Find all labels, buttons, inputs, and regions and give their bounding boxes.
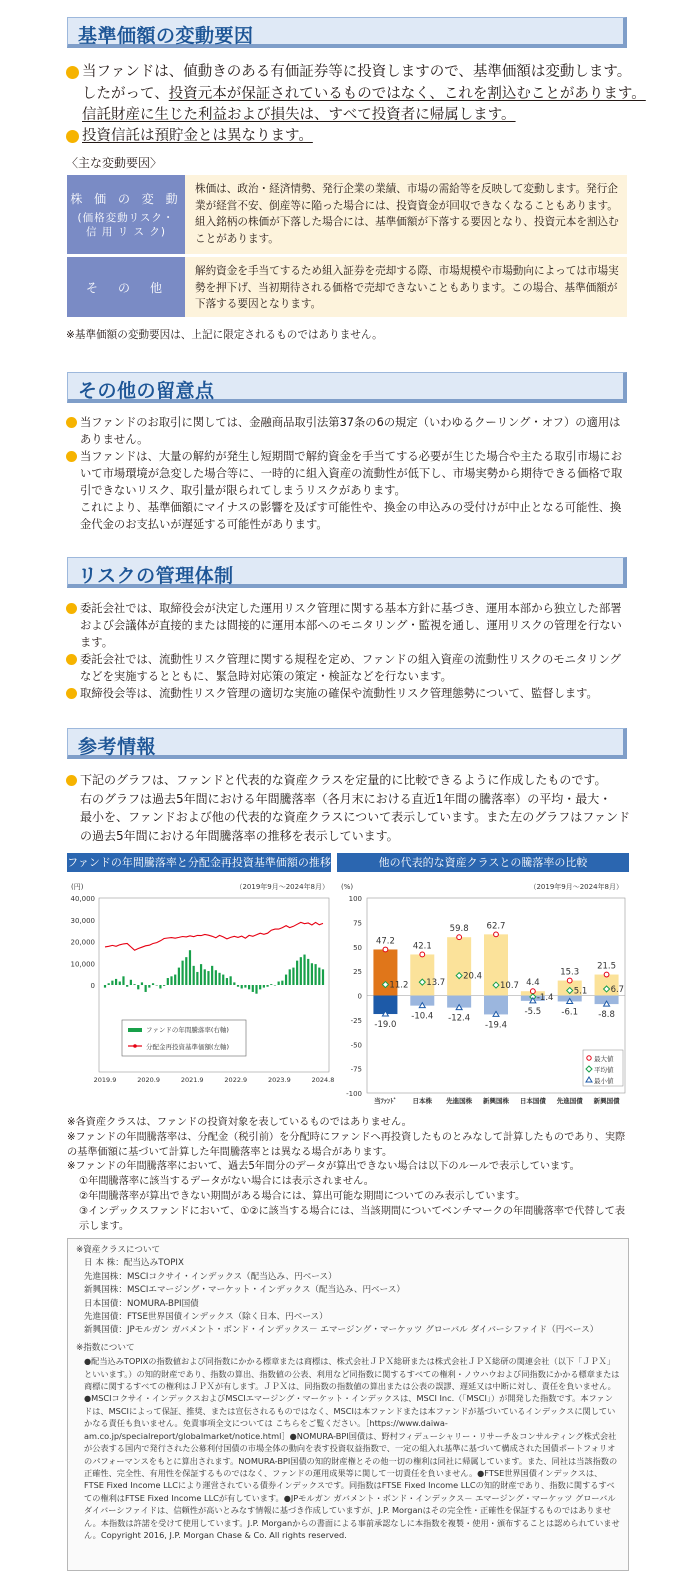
return-bar	[222, 975, 224, 985]
return-bar	[274, 985, 276, 986]
y-tick-label: -75	[350, 1065, 362, 1074]
fund-return-chart	[67, 853, 335, 1115]
legend-label: 分配金再投資基準価額(左軸)	[146, 1043, 230, 1051]
legend-label: 最大値	[594, 1055, 614, 1063]
return-bar	[266, 985, 268, 987]
return-bar	[211, 966, 213, 985]
max-label: 62.7	[486, 921, 506, 932]
category-label: 日本株	[412, 1097, 433, 1105]
y-tick-label: 20,000	[70, 938, 95, 947]
return-bar	[163, 985, 165, 986]
return-bar	[233, 982, 235, 985]
bullet-dot-icon	[66, 66, 79, 79]
return-bar	[300, 957, 302, 985]
risk-table	[67, 175, 627, 320]
return-bar	[296, 961, 298, 985]
max-label: 21.5	[597, 961, 617, 972]
max-bar	[410, 954, 434, 995]
return-bar	[226, 978, 228, 985]
return-bar	[318, 968, 320, 985]
asset-class-chart	[337, 853, 629, 1115]
category-label: 先進国債	[556, 1097, 583, 1105]
section-header-risk-management	[67, 557, 627, 588]
max-label: 47.2	[375, 936, 395, 947]
return-bar	[218, 973, 220, 985]
return-bar	[259, 985, 261, 989]
bullet-item: 投資信託は預貯金とは異なります。	[66, 126, 646, 148]
return-bar	[311, 963, 313, 985]
legend-label: ファンドの年間騰落率(右軸)	[146, 1026, 229, 1034]
return-bar	[270, 984, 272, 985]
max-bar	[447, 937, 471, 995]
table-caption: 〈主な変動要因〉	[66, 156, 163, 170]
return-bar	[189, 950, 191, 985]
bullet-item: 取締役会等は、流動性リスク管理の適切な実施の確保や流動性リスク管理態勢について、監督します。	[66, 685, 630, 702]
max-marker	[457, 935, 462, 940]
axis-unit: (%)	[341, 883, 354, 891]
bullet-dot-icon	[66, 688, 77, 699]
legend-swatch	[128, 1028, 142, 1032]
return-bar	[133, 984, 135, 985]
x-tick-label: 2020.9	[137, 1076, 160, 1084]
period-label: （2019年9月～2024年8月）	[529, 883, 623, 891]
y-tick-label: -50	[350, 1041, 362, 1050]
return-bar	[170, 976, 172, 985]
row-header: 株 価 の 変 動 (価格変動リスク・ 信 用 リ ス ク)	[67, 175, 185, 254]
table-row	[67, 175, 627, 257]
return-bar	[322, 969, 324, 985]
row-body: 解約資金を手当てするため組入証券を売却する際、市場規模や市場動向によっては市場実勢を押下げ、当初期待される価格で売却できないこともあります。この場合、基準価額が下落する要因となります。	[195, 265, 619, 310]
return-bar	[167, 978, 169, 985]
return-bar	[204, 969, 206, 985]
table-row	[67, 257, 627, 320]
return-bar	[303, 955, 305, 985]
return-bar	[252, 985, 254, 992]
x-tick-label: 2023.9	[268, 1076, 291, 1084]
chart-title: ファンドの年間騰落率と分配金再投資基準価額の推移	[67, 853, 331, 872]
return-bar	[207, 971, 209, 985]
note: ※基準価額の変動要因は、上記に限定されるものではありません。	[66, 329, 383, 341]
y-tick-label: 10,000	[70, 960, 95, 969]
avg-label: 10.7	[500, 981, 519, 992]
bullet-item: 下記のグラフは、ファンドと代表的な資産クラスを定量的に比較できるように作成したものです。 右のグラフは過去5年間における年間騰落率（各月末における直近1年間の騰落率）の平均・最大・ 最小を、ファンドおよび他の代表的な資産クラスについて表示しています。また左のグラフはファンド の過去5年間における年間騰落率の推移を表示しています。	[66, 771, 636, 845]
legend-max-marker	[587, 1056, 591, 1060]
return-bar	[141, 982, 143, 985]
max-marker	[420, 952, 425, 957]
category-label: 日本国債	[519, 1097, 546, 1105]
return-bar	[181, 961, 183, 985]
section-title: 基準価額の変動要因	[78, 25, 254, 47]
min-label: -12.4	[448, 1013, 471, 1024]
y-tick-label: 100	[348, 895, 362, 903]
section-title: リスクの管理体制	[78, 565, 234, 587]
category-label: 新興国債	[593, 1097, 620, 1105]
return-bar	[119, 982, 121, 985]
fund-return-chart-svg	[67, 872, 335, 1115]
return-bar	[307, 959, 309, 985]
return-bar	[255, 985, 257, 994]
bullet-item: 当ファンドのお取引に関しては、金融商品取引法第37条の6の規定（いわゆるクーリング・オフ）の適用はありません。	[66, 414, 630, 448]
row-body: 株価は、政治・経済情勢、発行企業の業績、市場の需給等を反映して変動します。発行企業が経営不安、倒産等に陥った場合には、投資資金が回収できなくなることもあります。組入銘柄の株価が下落した場合には、基準価額が下落する要因となり、投資元本を割込むことがあります。	[195, 183, 619, 245]
legend-label: 平均値	[594, 1066, 614, 1074]
bullet-dot-icon	[66, 451, 77, 462]
max-label: 15.3	[560, 967, 580, 978]
avg-label: -1.4	[536, 992, 554, 1003]
return-bar	[130, 980, 132, 985]
bullet-item: 当ファンドは、値動きのある有価証券等に投資しますので、基準価額は変動します。 したがって、投資元本が保証されているものではなく、これを割込むことがあります。 信託財産に生じた利益および損失は、すべて投資者に帰属します。	[66, 62, 646, 127]
min-label: -5.5	[524, 1006, 542, 1017]
return-bar	[159, 985, 161, 988]
chart-title: 他の代表的な資産クラスとの騰落率の比較	[337, 853, 629, 872]
return-bar	[241, 985, 243, 988]
section-title: 参考情報	[78, 736, 157, 758]
return-bar	[178, 968, 180, 985]
bullet-item: 委託会社では、取締役会が決定した運用リスク管理に関する基本方針に基づき、運用本部から独立した部署および会議体が直接的または間接的に運用本部へのモニタリング・監視を通し、運用リスクの管理を行ないます。	[66, 600, 630, 651]
y-tick-label: 0	[357, 992, 362, 1001]
left-axis-unit: (円)	[71, 883, 84, 891]
return-bar	[230, 976, 232, 985]
avg-label: 5.1	[573, 986, 588, 997]
return-bar	[148, 985, 150, 988]
category-label: 新興国株	[483, 1097, 509, 1105]
y-tick-label: 30,000	[70, 916, 95, 925]
bullet-dot-icon	[66, 603, 77, 614]
bullet-item: 委託会社では、流動性リスク管理に関する規程を定め、ファンドの組入資産の流動性リスクのモニタリングなどを実施するとともに、緊急時対応策の策定・検証などを行ないます。	[66, 651, 630, 685]
bullet-item: 当ファンドは、大量の解約が発生し短期間で解約資金を手当てする必要が生じた場合や主たる取引市場において市場環境が急変した場合等に、一時的に組入資産の流動性が低下し、市場実勢から期待できる価格で取引できないリスク、取引量が限られてしまうリスクがあります。 これにより、基準価額にマイナスの影響を及ぼす可能性や、換金の申込みの受付けが中止となる可能性、換金代金のお支払いが遅延する可能性があります。	[66, 448, 630, 533]
return-bar	[152, 983, 154, 985]
return-bar	[196, 972, 198, 985]
return-bar	[108, 983, 110, 985]
return-bar	[281, 981, 283, 985]
section-header-notes	[67, 372, 627, 403]
return-bar	[215, 970, 217, 985]
max-marker	[530, 989, 535, 994]
x-tick-label: 2019.9	[93, 1076, 117, 1084]
return-bar	[126, 985, 128, 987]
y-tick-label: -25	[350, 1016, 362, 1025]
return-bar	[278, 982, 280, 985]
max-marker	[567, 978, 572, 983]
max-marker	[494, 932, 499, 937]
bullet-dot-icon	[66, 417, 77, 428]
section-header-fluctuation	[67, 17, 627, 48]
bullet-dot-icon	[66, 775, 77, 786]
category-label: 当ﾌｧﾝﾄﾞ	[374, 1097, 397, 1105]
y-tick-label: 0	[90, 982, 95, 990]
return-bar	[111, 981, 113, 985]
y-tick-label: 25	[353, 968, 362, 977]
min-label: -10.4	[411, 1011, 434, 1022]
return-bar	[244, 985, 246, 988]
return-bar	[115, 979, 117, 985]
max-label: 59.8	[449, 924, 469, 935]
return-bar	[200, 964, 202, 985]
return-bar	[122, 976, 124, 985]
section-title: その他の留意点	[78, 380, 215, 402]
x-tick-label: 2021.9	[180, 1076, 204, 1084]
avg-label: 13.7	[426, 978, 446, 989]
max-marker	[383, 947, 388, 952]
min-label: -8.8	[598, 1010, 615, 1021]
return-bar	[137, 985, 139, 989]
y-tick-label: 40,000	[70, 895, 95, 903]
min-label: -19.4	[485, 1020, 507, 1031]
category-label: 先進国株	[446, 1097, 473, 1105]
max-marker	[604, 972, 609, 977]
avg-label: 20.4	[463, 971, 483, 982]
bullet-dot-icon	[66, 654, 77, 665]
x-tick-label: 2022.9	[224, 1076, 248, 1084]
legend-label: 最小値	[594, 1077, 614, 1085]
row-header: そ の 他	[67, 257, 185, 317]
avg-label: 6.7	[610, 984, 625, 995]
x-tick-label: 2024.8	[311, 1076, 335, 1084]
return-bar	[237, 985, 239, 987]
index-source-box: ※資産クラスについて 日 本 株：配当込みTOPIX 先進国株：MSCIコクサイ・インデックス（配当込み、円ベース） 新興国株：MSCIエマージング・マーケット・インデックス（配当込み、円ベース） 日本国債：NOMURA-BPI国債 先進国債：FTSE世界国債インデックス（除く日本、円ベース） 新興国債：JPモルガン ガバメント・ボンド・インデックス－ エマージング・マーケッツ グローバル ダイバーシファイド（円ベース） ※指数について ●配当込みTOPIXの指数値および同指数にかかる標章または商標は、株式会社ＪＰＸ総研または株式会社ＪＰＸ総研の関連会社（以下「ＪＰＸ」といいます。）の知的財産であり、指数の算出、指数値の公表、利用など同指数に関するすべての権利・ノウハウおよび同指数にかかる標章または商標に関するすべての権利はＪＰＸが有します。ＪＰＸは、同指数の指数値の算出または公表の誤謬、遅延又は中断に対し、責任を負いません。●MSCIコクサイ・インデックスおよびMSCIエマージング・マーケット・インデックスは、MSCI Inc.（「MSCI」）が開発した指数です。本ファンドは、MSCIによって保証、推奨、または宣伝されるものではなく、MSCIは本ファンドまたは本ファンドが基づいているインデックスに関していかなる責任も負いません。免責事項全文については こちらをご覧ください。［https://www.daiwa-am.co.jp/specialreport/globalmarket/notice.html］●NOMURA-BPI国債は、野村フィデューシャリー・リサーチ＆コンサルティング株式会社が公表する国内で発行された公募利付国債の市場全体の動向を表す投資収益指数で、一定の組入れ基準に基づいて構成された国債ポートフォリオのパフォーマンスをもとに算出されます。NOMURA-BPI国債の知的財産権とその他一切の権利は同社に帰属しています。また、同社は当該指数の正確性、完全性、有用性を保証するものではなく、ファンドの運用成果等に関して一切責任を負いません。●FTSE世界国債インデックスは、FTSE Fixed Income LLCにより運営されている債券インデックスです。同指数はFTSE Fixed Income LLCの知的財産であり、指数に関するすべての権利はFTSE Fixed Income LLCが有しています。●JPモルガン ガバメント・ボンド・インデックス－ エマージング・マーケッツ グローバル ダイバーシファイドは、信頼性が高いとみなす情報に基づき作成していますが、J.P. Morganはその完全性・正確性を保証するものではありません。本指数は許諾を受けて使用しています。J.P. Morganからの書面による事前承認なしに本指数を複製・使用・頒布することは認められていません。Copyright 2016, J.P. Morgan Chase & Co. All rights reserved.	[67, 1238, 629, 1571]
y-tick-label: 75	[353, 919, 362, 928]
min-label: -19.0	[374, 1020, 397, 1031]
return-bar	[292, 968, 294, 985]
min-label: -6.1	[561, 1007, 579, 1018]
return-bar	[248, 985, 250, 989]
return-bar	[156, 985, 158, 986]
y-tick-label: 50	[353, 943, 362, 952]
return-bar	[315, 964, 317, 985]
period-label: （2019年9月～2024年8月）	[235, 883, 329, 891]
max-label: 4.4	[526, 978, 540, 989]
bullet-dot-icon	[66, 130, 79, 143]
return-bar	[193, 966, 195, 985]
return-bar	[185, 957, 187, 985]
return-bar	[174, 975, 176, 985]
max-label: 42.1	[412, 941, 432, 952]
avg-label: 11.2	[389, 980, 409, 991]
legend-marker	[133, 1044, 137, 1048]
footnotes: ※各資産クラスは、ファンドの投資対象を表しているものではありません。 ※ファンドの年間騰落率は、分配金（税引前）を分配時にファンドへ再投資したものとみなして計算したものであり、実際の基準価額に基づいて計算した年間騰落率とは異なる場合があります。 ※ファンドの年間騰落率において、過去5年間分のデータが算出できない場合は以下のルールで表示しています。 ①年間騰落率に該当するデータがない場合には表示されません。 ②年間騰落率が算出できない期間がある場合には、算出可能な期間についてのみ表示しています。 ③インデックスファンドにおいて、①②に該当する場合には、当該期間についてベンチマークの年間騰落率で代替して表示します。	[67, 1117, 626, 1232]
return-bar	[145, 985, 147, 992]
return-bar	[263, 985, 265, 988]
y-tick-label: -100	[346, 1090, 362, 1098]
return-bar	[104, 985, 106, 988]
return-bar	[285, 975, 287, 985]
return-bar	[289, 969, 291, 985]
asset-class-chart-svg	[337, 872, 629, 1115]
section-header-reference	[67, 728, 627, 759]
